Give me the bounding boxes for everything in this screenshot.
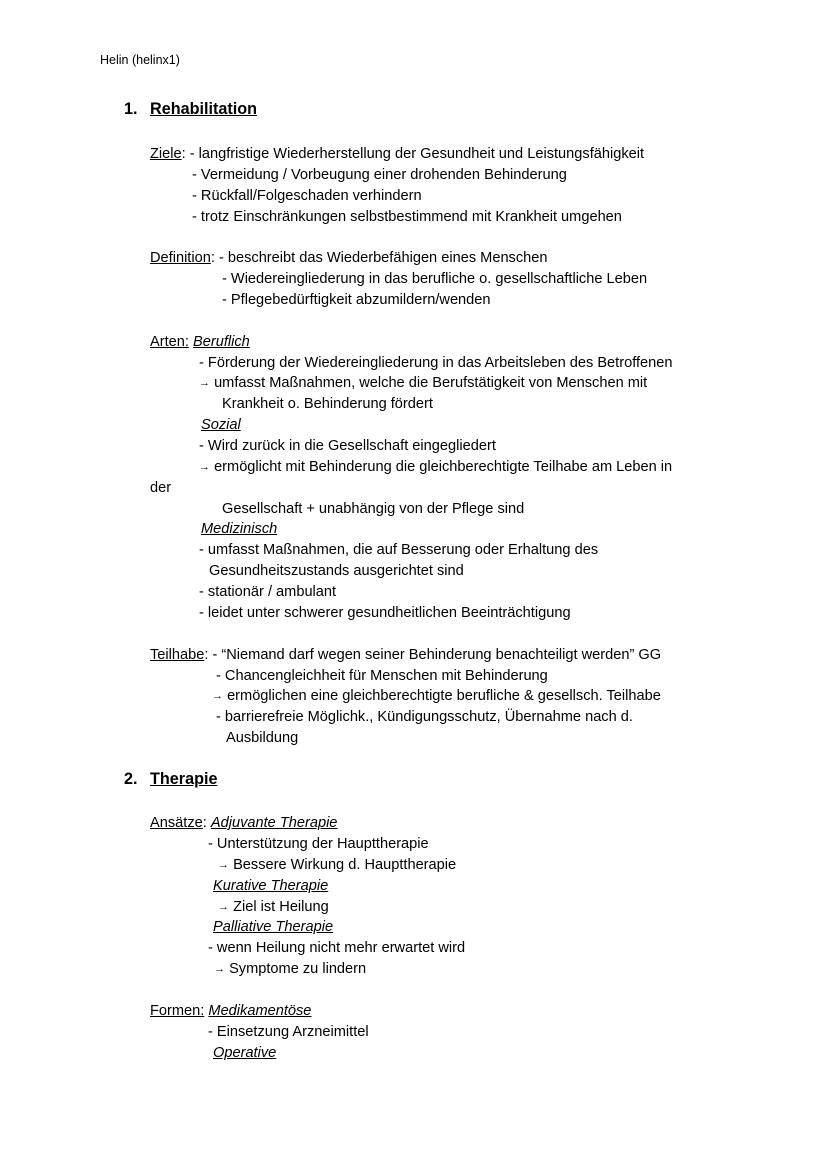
adjuvant-line bbox=[218, 856, 456, 875]
section-1-heading bbox=[124, 100, 257, 118]
medizinisch-line: - stationär / ambulant bbox=[199, 584, 337, 600]
arten-line-1 bbox=[150, 333, 250, 351]
medizinisch-line: - umfasst Maßnahmen, die auf Besserung oder Erhaltung des bbox=[199, 542, 599, 558]
teilhabe-label: Teilhabe bbox=[150, 647, 205, 663]
medizinisch-line: - leidet unter schwerer gesundheitlichen Beeinträchtigung bbox=[199, 605, 571, 621]
arrow-icon: → bbox=[199, 461, 210, 473]
operativ-title: Operative bbox=[213, 1045, 277, 1061]
section-1-number: 1. bbox=[124, 100, 138, 118]
arrow-icon: → bbox=[218, 859, 229, 871]
beruflich-line: Krankheit o. Behinderung fördert bbox=[222, 396, 433, 412]
sozial-line bbox=[199, 458, 672, 477]
palliativ-title: Palliative Therapie bbox=[213, 919, 334, 935]
beruflich-line-text: umfasst Maßnahmen, welche die Berufstätigkeit von Menschen mit bbox=[214, 375, 648, 391]
sozial-line-text: ermöglicht mit Behinderung die gleichberechtigte Teilhabe am Leben in bbox=[214, 459, 673, 475]
arrow-icon: → bbox=[214, 963, 225, 975]
arten-label: Arten: bbox=[150, 334, 189, 350]
kurativ-line bbox=[218, 898, 329, 917]
section-2-number: 2. bbox=[124, 770, 138, 788]
section-1-title: Rehabilitation bbox=[150, 100, 258, 118]
arten-beruflich-title: Beruflich bbox=[193, 334, 250, 350]
beruflich-line bbox=[199, 374, 647, 393]
definition-item: - Pflegebedürftigkeit abzumildern/wenden bbox=[222, 292, 491, 308]
ziele-line-1 bbox=[150, 145, 644, 163]
arrow-icon: → bbox=[212, 690, 223, 702]
kurativ-title: Kurative Therapie bbox=[213, 878, 329, 894]
beruflich-line: - Förderung der Wiedereingliederung in das Arbeitsleben des Betroffenen bbox=[199, 355, 673, 371]
ansaetze-colon: : bbox=[202, 815, 207, 831]
palliativ-line bbox=[214, 960, 366, 979]
author-name: Helin (helinx1) bbox=[100, 53, 180, 67]
ziele-label: Ziele bbox=[150, 146, 182, 162]
sozial-line: der bbox=[150, 480, 172, 496]
palliativ-line-text: Symptome zu lindern bbox=[229, 961, 367, 977]
definition-line-1 bbox=[150, 249, 548, 267]
arrow-icon: → bbox=[199, 377, 210, 389]
ziele-item: : - langfristige Wiederherstellung der Gesundheit und Leistungsfähigkeit bbox=[181, 146, 645, 162]
adjuvant-line-text: Bessere Wirkung d. Haupttherapie bbox=[233, 857, 457, 873]
teilhabe-line: - barrierefreie Möglichk., Kündigungsschutz, Übernahme nach d. bbox=[216, 709, 633, 725]
sozial-line: - Wird zurück in die Gesellschaft eingegliedert bbox=[199, 438, 496, 454]
formen-label: Formen: bbox=[150, 1003, 205, 1019]
teilhabe-line: Ausbildung bbox=[226, 730, 299, 746]
section-2-heading bbox=[124, 770, 217, 788]
ziele-item: - trotz Einschränkungen selbstbestimmend mit Krankheit umgehen bbox=[192, 209, 622, 225]
arten-medizinisch-title: Medizinisch bbox=[201, 521, 278, 537]
medikamentoes-line: - Einsetzung Arzneimittel bbox=[208, 1024, 369, 1040]
definition-item: - Wiedereingliederung in das berufliche o. gesellschaftliche Leben bbox=[222, 271, 648, 287]
teilhabe-line-text: ermöglichen eine gleichberechtigte berufliche & gesellsch. Teilhabe bbox=[227, 688, 661, 704]
ziele-item: - Vermeidung / Vorbeugung einer drohenden Behinderung bbox=[192, 167, 567, 183]
kurativ-line-text: Ziel ist Heilung bbox=[233, 899, 329, 915]
definition-label: Definition bbox=[150, 250, 211, 266]
sozial-line: Gesellschaft + unabhängig von der Pflege sind bbox=[222, 501, 525, 517]
teilhabe-line-1 bbox=[150, 646, 661, 664]
ansaetze-line-1 bbox=[150, 814, 337, 832]
medikamentoes-title: Medikamentöse bbox=[208, 1003, 312, 1019]
teilhabe-line-text: : - “Niemand darf wegen seiner Behinderung benachteiligt werden” GG bbox=[204, 647, 662, 663]
ansaetze-label: Ansätze bbox=[150, 815, 203, 831]
formen-line-1 bbox=[150, 1002, 311, 1020]
medizinisch-line: Gesundheitszustands ausgerichtet sind bbox=[209, 563, 464, 579]
arrow-icon: → bbox=[218, 901, 229, 913]
teilhabe-line bbox=[212, 687, 661, 706]
definition-item: : - beschreibt das Wiederbefähigen eines Menschen bbox=[210, 250, 548, 266]
section-2-title: Therapie bbox=[150, 770, 218, 788]
teilhabe-line: - Chancengleichheit für Menschen mit Behinderung bbox=[216, 668, 548, 684]
ziele-item: - Rückfall/Folgeschaden verhindern bbox=[192, 188, 422, 204]
palliativ-line: - wenn Heilung nicht mehr erwartet wird bbox=[208, 940, 466, 956]
arten-sozial-title: Sozial bbox=[201, 417, 241, 433]
adjuvant-line: - Unterstützung der Haupttherapie bbox=[208, 836, 429, 852]
adjuvant-title: Adjuvante Therapie bbox=[210, 815, 338, 831]
